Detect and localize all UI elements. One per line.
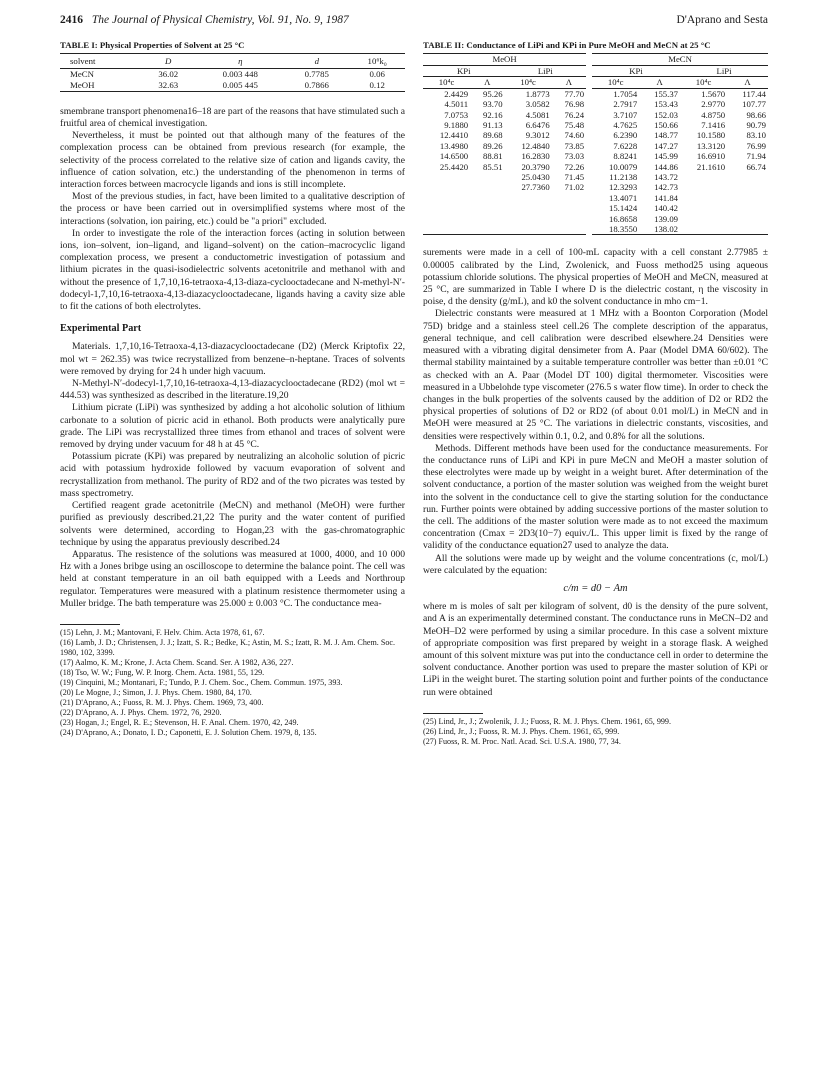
table2-cell: 10.0079: [608, 161, 638, 172]
table2-row: [423, 130, 768, 140]
table2-cell: [680, 224, 727, 235]
table2-cell: 152.03: [654, 109, 678, 120]
table2-colhead: Λ: [470, 77, 504, 89]
table2-cell: [505, 224, 552, 235]
table2-cell: 91.13: [483, 120, 503, 130]
footnote: (26) Lind, Jr., J.; Fuoss, R. M. J. Phys. Chem. 1961, 65, 999.: [423, 726, 620, 736]
table2-cell: 1.7054: [613, 88, 638, 99]
table2-cell: 7.1416: [701, 120, 726, 130]
table2-cell: 76.98: [564, 99, 585, 110]
footnote: (19) Cinquini, M.; Montanari, F.; Tundo, P. J. Chem. Soc., Chem. Commun. 1975, 393.: [60, 677, 343, 687]
table2-cell: [423, 182, 470, 192]
footnote: (20) Le Mogne, J.; Simon, J. J. Phys. Chem. 1980, 84, 170.: [60, 687, 252, 697]
footnote: (16) Lamb, J. D.; Christensen, J. J.; Izatt, S. R.; Bedke, K.; Astin, M. S.; Izatt, R. M. J. Am. Chem. Soc. 1980, 102, 3399.: [60, 637, 395, 657]
table2-cell: 95.26: [483, 88, 503, 99]
table2-cell: [470, 182, 504, 192]
table2-colhead: 10⁴c: [680, 77, 727, 89]
table2-cell: [470, 193, 504, 203]
table1-cell: 36.02: [158, 69, 179, 80]
table2-cell: 4.5081: [525, 109, 550, 120]
table2-cell: 143.72: [654, 172, 678, 183]
table2-cell: 14.6500: [439, 151, 469, 162]
footnote: (21) D'Aprano, A.; Fuoss, R. M. J. Phys. Chem. 1969, 73, 400.: [60, 697, 264, 707]
table2-cell: 16.6910: [696, 151, 726, 162]
table2-colhead: 10⁴c: [592, 77, 639, 89]
table2-cell: 7.6228: [613, 140, 638, 151]
table2-cell: 148.77: [654, 130, 678, 141]
table2-cell: 150.66: [654, 120, 678, 130]
table2-caption: TABLE II: Conductance of LiPi and KPi in Pure MeOH and MeCN at 25 °C: [423, 40, 711, 50]
table1-cell: 32.63: [140, 80, 196, 91]
table2-row: [423, 193, 768, 203]
table2-cell: 117.44: [742, 88, 766, 99]
paragraph: Dielectric constants were measured at 1 MHz with a Boonton Corporation (Model 75D) bridge and a stainless steel cell.26 The complete description of the apparatus, general technique, and cell calibration were described elsewhere.24 Densities were measured with a vibrating digital densimeter from A. Paar (Model DMA 60/602). The thermal stability maintained by a suitable temperature controller was better than ±0.01 °C as checked with an A. Paar (Model DT 100) digital thermometer. Viscosities were measured in a Ubbelohde type viscometer (276.5 s water flow time). In order to check the changes in the bulk properties of the solvents caused by the addition of D2 or RD2 the physical properties of solutions of D2 or RD2 (of about 0.01 mol/L) in MeCN and in MeOH were measured at 25 °C. The variations in dielectric constants, viscosities, and densities were respectively within 0.1, 0.2, and 0.8% for all the solutions.: [423, 308, 768, 442]
table1-row: [60, 80, 405, 91]
table2-solvent: MeCN: [592, 54, 768, 66]
journal-citation: The Journal of Physical Chemistry, Vol. 91, No. 9, 1987: [91, 14, 349, 26]
paragraph: smembrane transport phenomena16–18 are part of the reasons that have stimulated such a fruitful area of chemical investigation.: [60, 105, 405, 129]
table2-cell: 76.24: [564, 109, 585, 120]
paragraph: Most of the previous studies, in fact, have been limited to a qualitative description of the process or have been carried out in oversimplified systems where most of the interactions (solvation, ion pairing, etc.) could be "a priori" excluded.: [60, 191, 405, 227]
table2-salt: KPi: [423, 65, 505, 77]
table1-cell: 0.12: [349, 80, 405, 91]
table2-cell: 93.70: [483, 99, 503, 110]
table2-cell: 1.8773: [525, 88, 550, 99]
table1-cell: MeOH: [60, 80, 140, 91]
table2-row: [423, 214, 768, 224]
paragraph: Nevertheless, it must be pointed out that although many of the features of the complexation process can be obtained from previous research (for example, the selectivity of the process correlated to the relative size of cation and ligands cavity, the influence of cation solvation, etc.) the understanding of the phenomenon in terms of interaction forces between macrocycle ligands and ions is still incomplete.: [60, 130, 405, 191]
table2-cell: 3.0582: [525, 99, 550, 110]
equation: c/m = d0 − Am: [563, 582, 628, 594]
table2-solvent: MeOH: [423, 54, 586, 66]
table1-caption: TABLE I: Physical Properties of Solvent at 25 °C: [60, 40, 245, 50]
table2-cell: [423, 193, 470, 203]
table2-row: [423, 151, 768, 161]
table2-cell: [470, 224, 504, 235]
table2-cell: 90.79: [746, 120, 766, 130]
footnote: (24) D'Aprano, A.; Donato, I. D.; Caponetti, E. J. Solution Chem. 1979, 8, 135.: [60, 727, 317, 737]
table2-colhead: Λ: [552, 77, 586, 89]
paragraph: Materials. 1,7,10,16-Tetraoxa-4,13-diazacyclooctadecane (D2) (Merck Kriptofix 22, mol wt = 262.35) was twice recrystallized from benzene–n-heptane. Traces of solvents were removed by drying for 24 h under high vacuum.: [60, 341, 405, 377]
table2-cell: 4.5011: [444, 99, 469, 110]
footnote: (23) Hogan, J.; Engel, R. E.; Stevenson, H. F. Anal. Chem. 1970, 42, 249.: [60, 717, 299, 727]
table2-colhead: 10⁴c: [423, 77, 470, 89]
table2-row: [423, 162, 768, 172]
table1-cell: 0.7785: [304, 69, 329, 80]
table2-cell: 1.5670: [701, 88, 726, 99]
table2-cell: 98.66: [746, 109, 766, 120]
table2-cell: 138.02: [639, 224, 680, 235]
header-left: [60, 14, 349, 26]
table2-cell: 25.4420: [439, 161, 469, 172]
table2-cell: 66.74: [746, 161, 766, 172]
table2-cell: 13.4071: [608, 192, 638, 203]
footnotes-right: [423, 717, 768, 747]
table2-cell: 2.9770: [701, 99, 726, 110]
table2-cell: 18.3550: [592, 224, 639, 235]
table2-cell: [552, 193, 586, 203]
table2-cell: [727, 203, 768, 213]
table2-cell: [680, 214, 727, 224]
page-header: [60, 14, 768, 32]
table2-cell: 3.7107: [613, 109, 638, 120]
paragraph: Lithium picrate (LiPi) was synthesized by adding a hot alcoholic solution of lithium carbonate to a solution of picric acid in ethanol. Both products were analytically pure grade. The LiPi was recrystallized three times from ethanol and traces of solvent were removed by drying under vacuum for 48 h at 45 °C.: [60, 402, 405, 451]
table2-cell: 12.3293: [608, 182, 638, 193]
table2-cell: 12.4840: [521, 140, 550, 151]
table2-cell: 7.0753: [444, 109, 469, 120]
footnote: (22) D'Aprano, A. J. Phys. Chem. 1972, 76, 2920.: [60, 707, 222, 717]
table2-cell: 88.81: [483, 151, 503, 162]
table2-cell: 107.77: [742, 99, 766, 110]
table1-header: D: [140, 54, 196, 69]
table2-cell: [505, 214, 552, 224]
table2-cell: [423, 203, 470, 213]
footnote: (15) Lehn, J. M.; Mantovani, F. Helv. Chim. Acta 1978, 61, 67.: [60, 627, 265, 637]
table2-cell: 140.42: [654, 203, 678, 214]
table1-cell: 0.7866: [284, 80, 349, 91]
table2-cell: 155.37: [654, 88, 678, 99]
table2-cell: 10.1580: [696, 130, 726, 141]
table2-cell: 9.3012: [525, 130, 550, 141]
table2-cell: 16.8658: [608, 213, 638, 224]
right-column: [423, 40, 768, 747]
table2-row: [423, 141, 768, 151]
table2-row: [423, 110, 768, 120]
table2-cell: [680, 193, 727, 203]
table2-cell: 142.73: [654, 182, 678, 193]
table2-cell: 25.0430: [521, 172, 550, 183]
table2-cell: 139.09: [654, 213, 678, 224]
left-column: [60, 40, 405, 738]
table2-cell: 2.4429: [444, 88, 469, 99]
table2-cell: 153.43: [654, 99, 678, 110]
table2-cell: 20.3790: [521, 161, 550, 172]
table2-cell: 6.6476: [525, 120, 550, 130]
table2-cell: [470, 172, 504, 182]
table2-cell: 13.3120: [696, 140, 726, 151]
table2-row: [423, 224, 768, 235]
footnote: (27) Fuoss, R. M. Proc. Natl. Acad. Sci. U.S.A. 1980, 77, 34.: [423, 736, 621, 746]
table2-colhead-row: [423, 77, 768, 89]
table2-salt: LiPi: [505, 65, 587, 77]
table2-cell: [727, 214, 768, 224]
table2-cell: 11.2138: [609, 172, 638, 183]
table2-row: [423, 203, 768, 213]
table2-cell: 75.48: [564, 120, 585, 130]
table2-row: [423, 182, 768, 192]
table1-cell: 0.005 445: [196, 80, 284, 91]
table2-cell: 73.03: [564, 151, 585, 162]
table2-cell: 145.99: [654, 151, 678, 162]
paragraph: Apparatus. The resistence of the solutions was measured at 1000, 4000, and 10 000 Hz with a Jones bribge using an oscilloscope to determine the balance point. The cell was held at constant temperature in an oil bath equipped with a Leeds and Northroup regulator. Temperatures were measured with a platinum resistence thermometer using a Muller bridge. The bath temperature was 25.000 ± 0.003 °C. The conductance mea-: [60, 548, 405, 609]
table2-cell: 71.94: [746, 151, 766, 162]
table2-cell: 92.16: [483, 109, 503, 120]
table2-cell: 74.60: [564, 130, 585, 141]
table2-cell: [680, 203, 727, 213]
table2-cell: [552, 203, 586, 213]
table2-cell: 71.02: [564, 182, 585, 193]
table2-cell: 6.2390: [613, 130, 638, 141]
table1-header: d: [284, 54, 349, 69]
section-heading: Experimental Part: [60, 323, 142, 335]
table2-cell: [727, 224, 768, 235]
table2-row: [423, 88, 768, 99]
footnote: (17) Aalmo, K. M.; Krone, J. Acta Chem. Scand. Ser. A 1982, A36, 227.: [60, 657, 294, 667]
paragraph: where m is moles of salt per kilogram of solvent, d0 is the density of the pure solvent, and A is an experimentally determined constant. The conductance runs in MeCN–D2 and MeOH–D2 were performed by using a similar procedure. In this case a solvent mixture of appropriate composition was first prepared by weight in a storage flask. A weighed amount of this solvent mixture was put into the conductance cell in order to determine the solvent conductance. Another portion was used to prepare the master solution of KPi or LiPi in the weight buret. The starting solution point and further points of the conductance run were obtained: [423, 601, 769, 698]
table2-cell: 8.8241: [613, 151, 638, 162]
table2-cell: 77.70: [564, 88, 585, 99]
paragraph: In order to investigate the role of the interaction forces (acting in solution between ions, ion–solvent, ion–ligand, and ligand–solvent) on the cation–macrocyclic ligand complexation process, we present a conductometric investigation of potassium and lithium picrates in the quasi-isodielectric solvents acetonitrile and methanol with and without the presence of 1,7,10,16-tetraoxa-4,13-diaza-cyclooctadecane and N-methyl-N′-dodecyl-1,7,10,16-tetraoxa-4,13-diazacyclooctadecane, ligands having a cavity size able to fit the cations of both electrolytes.: [60, 227, 405, 313]
table2-cell: 9.1880: [444, 120, 469, 130]
table2-row: [423, 172, 768, 182]
table2-salt-row: [423, 65, 768, 77]
table2-cell: [727, 193, 768, 203]
table2-cell: 83.10: [746, 130, 766, 141]
table2-colhead: 10⁴c: [505, 77, 552, 89]
table2-cell: [727, 172, 768, 182]
table2-row: [423, 99, 768, 109]
footnote-rule: [423, 713, 483, 714]
table2-cell: 13.4980: [439, 140, 469, 151]
page-number: 2416: [60, 14, 83, 26]
table2-cell: 27.7360: [521, 182, 550, 193]
table2-cell: [680, 182, 727, 192]
table2-salt: KPi: [592, 65, 680, 77]
table2-cell: 15.1424: [608, 203, 638, 214]
table2-colhead: Λ: [727, 77, 768, 89]
paragraph: surements were made in a cell of 100-mL capacity with a cell constant 2.77985 ± 0.00005 calibrated by the Lind, Zwolenick, and Fuoss method25 using aqueous potassium chloride solutions. The physical properties of MeOH and MeCN, measured at 25 °C, are summarized in Table I where D is the dielectric costant, η the viscosity in poise, d the density (g/mL), and k0 the solvent conductance in mho cm−1.: [423, 247, 768, 308]
table2-solvent-row: [423, 54, 768, 66]
table1-header-row: [60, 54, 405, 69]
table2-cell: [727, 182, 768, 192]
table1-header: 10⁶k₀: [349, 54, 405, 69]
table2-cell: 89.26: [483, 140, 503, 151]
table1-cell: 0.06: [369, 69, 385, 80]
table2-cell: 4.7625: [613, 120, 638, 130]
table2-row: [423, 120, 768, 130]
table2-cell: 141.84: [654, 192, 678, 203]
table2-cell: [423, 214, 470, 224]
paragraph: Methods. Different methods have been used for the conductance measurements. For the conductance runs of LiPi and KPi in pure MeCN and MeOH a master solution of these electrolytes were made up by weight in a weight buret. After determination of the solvent conductance, a portion of the master solution was weighed from the weight buret into the solvent in the conductance cell to give the starting solution for the conductance run. Further points were obtained by adding successive portions of the master solution to the cell. The additions of the master solution were made as to not exceed the maximum concentration (Cmax = 2D3(10−7) equiv./L. This upper limit is fixed by the range of validity of the conductance equation27 used to analyze the data.: [423, 442, 768, 552]
running-authors: D'Aprano and Sesta: [676, 14, 768, 26]
table2-cell: 2.7917: [613, 99, 638, 110]
table2-cell: [470, 214, 504, 224]
table2-cell: 16.2830: [521, 151, 550, 162]
table2-colhead: Λ: [639, 77, 680, 89]
table2-salt: LiPi: [680, 65, 768, 77]
table1-cell: MeCN: [70, 69, 94, 80]
paragraph: N-Methyl-N′-dodecyl-1,7,10,16-tetraoxa-4,13-diazacyclooctadecane (RD2) (mol wt = 444.53) was synthesized as described in the literature.19,20: [60, 378, 405, 402]
table2-cell: [470, 203, 504, 213]
table2-cell: 71.45: [564, 172, 585, 183]
table2-cell: [505, 193, 552, 203]
table2-cell: 72.26: [564, 161, 585, 172]
table2-cell: 12.4410: [439, 130, 469, 141]
table1: [60, 53, 405, 92]
footnote: (18) Tso, W. W.; Fung, W. P. Inorg. Chem. Acta. 1981, 55, 129.: [60, 667, 265, 677]
table2-cell: [505, 203, 552, 213]
table2-cell: [680, 172, 727, 182]
table1-row: [60, 69, 405, 80]
footnotes-left: [60, 628, 405, 738]
table1-header: solvent: [60, 54, 140, 69]
table2-cell: 144.86: [654, 161, 678, 172]
table2-cell: [423, 224, 470, 235]
paragraph: Certified reagent grade acetonitrile (MeCN) and methanol (MeOH) were further purified as previously described.21,22 The purity and the water content of purified solvents were determined, according to Hogan,23 with the gas-chromatographic technique by using the apparatus previously described.24: [60, 500, 405, 548]
table2: [423, 53, 768, 235]
table2-cell: 76.99: [746, 140, 766, 151]
table2-cell: [423, 172, 470, 182]
table2-cell: 73.85: [564, 140, 585, 151]
table2-cell: [552, 224, 586, 235]
table2-cell: [552, 214, 586, 224]
paragraph: Potassium picrate (KPi) was prepared by neutralizing an alcoholic solution of picric acid with potassium hydroxide followed by vacuum evaporation of solvent and recrystallization from methanol. The purity of RD2 and of the two picrates was tested by mass spectrometry.: [60, 451, 405, 499]
table2-cell: 85.51: [483, 161, 503, 172]
table1-cell: 0.003 448: [222, 69, 258, 80]
table1-header: η: [196, 54, 284, 69]
footnote: (25) Lind, Jr., J.; Zwolenik, J. J.; Fuoss, R. M. J. Phys. Chem. 1961, 65, 999.: [423, 716, 672, 726]
footnote-rule: [60, 624, 120, 625]
paragraph: All the solutions were made up by weight and the volume concentrations (c, mol/L) were calculated by the equation:: [423, 552, 768, 576]
table2-cell: 21.1610: [696, 161, 726, 172]
table2-cell: 4.8750: [701, 109, 726, 120]
table2-cell: 147.27: [654, 140, 678, 151]
table2-cell: 89.68: [483, 130, 503, 141]
